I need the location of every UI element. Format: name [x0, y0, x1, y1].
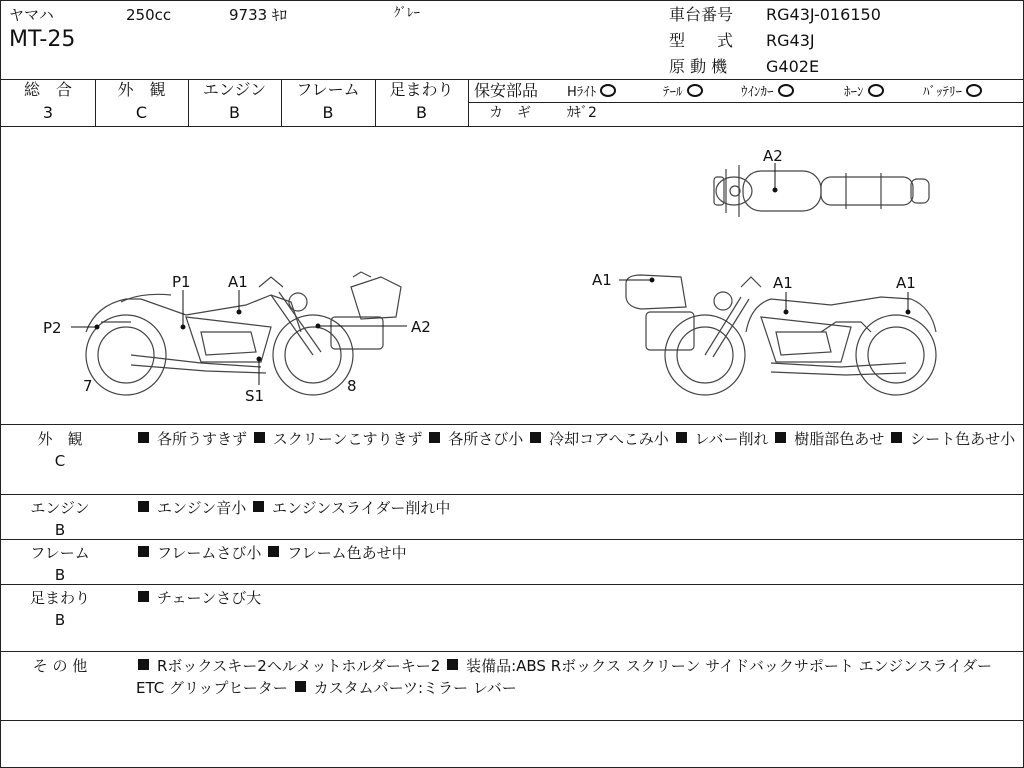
- marker-right-a1-tank: A1: [773, 274, 793, 292]
- key-value: ｶｷﾞ2: [567, 105, 597, 121]
- safety-headlight: Hﾗｲﾄ: [567, 84, 616, 99]
- grade-frame-label: フレーム: [296, 80, 360, 99]
- divider: [375, 79, 376, 126]
- grade-frame-value: B: [322, 103, 334, 122]
- remark-suspension-text: チェーンさび大: [136, 587, 1016, 609]
- divider: [1, 651, 1023, 652]
- marker-top-a2: A2: [763, 147, 783, 165]
- divider: [468, 102, 1023, 103]
- remark-suspension-label: 足まわり: [29, 589, 90, 607]
- type-label: 型 式: [669, 31, 734, 50]
- marker-left-7: 7: [83, 377, 93, 395]
- remark-suspension-grade: B: [54, 611, 66, 629]
- safety-title: 保安部品: [474, 81, 539, 100]
- key-label: カ ギ: [489, 105, 531, 121]
- grade-engine-label: エンジン: [202, 80, 267, 99]
- bike-right-view: [626, 275, 936, 395]
- divider: [95, 79, 96, 126]
- remark-engine-text: エンジン音小 エンジンスライダー削れ中: [136, 497, 1016, 519]
- frame-no-label: 車台番号: [669, 5, 734, 24]
- marker-left-p1: P1: [172, 273, 191, 291]
- bike-top-view: [714, 165, 929, 217]
- divider: [281, 79, 282, 126]
- grade-total-label: 総 合: [23, 80, 72, 99]
- ok-mark-icon: [966, 84, 982, 97]
- safety-horn: ﾎｰﾝ: [844, 84, 884, 99]
- model-name: MT-25: [9, 27, 76, 52]
- remark-frame-label: フレーム: [30, 544, 90, 562]
- divider: [188, 79, 189, 126]
- grade-total-value: 3: [42, 103, 54, 122]
- divider: [1, 584, 1023, 585]
- divider: [1, 424, 1023, 425]
- remark-other-text: Rボックスキー2ヘルメットホルダーキー2 装備品:ABS Rボックス スクリーン サイドバックサポート エンジンスライダー ETC グリップヒーター カスタムパーツ:ミラー レバー: [136, 657, 993, 697]
- remark-exterior-grade: C: [54, 452, 66, 470]
- marker-right-a1-box: A1: [592, 271, 612, 289]
- remark-exterior-label: 外 観: [37, 430, 83, 448]
- remark-exterior-text: 各所うすきず スクリーンこすりきず 各所さび小 冷却コアへこみ小 レバー削れ 樹脂部色あせ シート色あせ小: [136, 428, 1016, 450]
- marker-left-p2: P2: [43, 319, 62, 337]
- remark-frame-grade: B: [54, 566, 66, 584]
- marker-right-a1-tail: A1: [896, 274, 916, 292]
- marker-left-a1: A1: [228, 273, 248, 291]
- displacement: 250cc: [126, 6, 172, 24]
- safety-winker: ｳｲﾝｶｰ: [741, 84, 794, 99]
- divider: [1, 539, 1023, 540]
- grade-exterior-value: C: [135, 103, 148, 122]
- divider: [1, 720, 1023, 721]
- engine-label: 原 動 機: [669, 57, 728, 76]
- remark-engine-grade: B: [54, 521, 66, 539]
- ok-mark-icon: [778, 84, 794, 97]
- color: ｸﾞﾚｰ: [394, 6, 420, 21]
- frame-no: RG43J-016150: [766, 5, 881, 24]
- remark-frame-text: フレームさび小 フレーム色あせ中: [136, 542, 1016, 564]
- engine-value: G402E: [766, 57, 820, 76]
- ok-mark-icon: [687, 84, 703, 97]
- grade-exterior-label: 外 観: [117, 80, 166, 99]
- marker-left-8: 8: [347, 377, 357, 395]
- divider: [1, 494, 1023, 495]
- damage-diagram: [1, 127, 1023, 425]
- remark-other-label: そ の 他: [32, 657, 88, 675]
- grade-engine-value: B: [229, 103, 240, 122]
- mileage: 9733 ｷﾛ: [229, 6, 287, 24]
- safety-battery: ﾊﾞｯﾃﾘｰ: [923, 84, 982, 99]
- safety-tail: ﾃｰﾙ: [663, 84, 703, 99]
- marker-left-s1: S1: [245, 387, 265, 405]
- type-value: RG43J: [766, 31, 815, 50]
- remark-engine-label: エンジン: [30, 499, 90, 517]
- grade-suspension-label: 足まわり: [389, 80, 454, 99]
- grade-suspension-value: B: [416, 103, 427, 122]
- marker-left-a2: A2: [411, 318, 431, 336]
- ok-mark-icon: [600, 84, 616, 97]
- maker: ヤマハ: [9, 6, 54, 24]
- ok-mark-icon: [868, 84, 884, 97]
- vehicle-header: [1, 1, 1023, 79]
